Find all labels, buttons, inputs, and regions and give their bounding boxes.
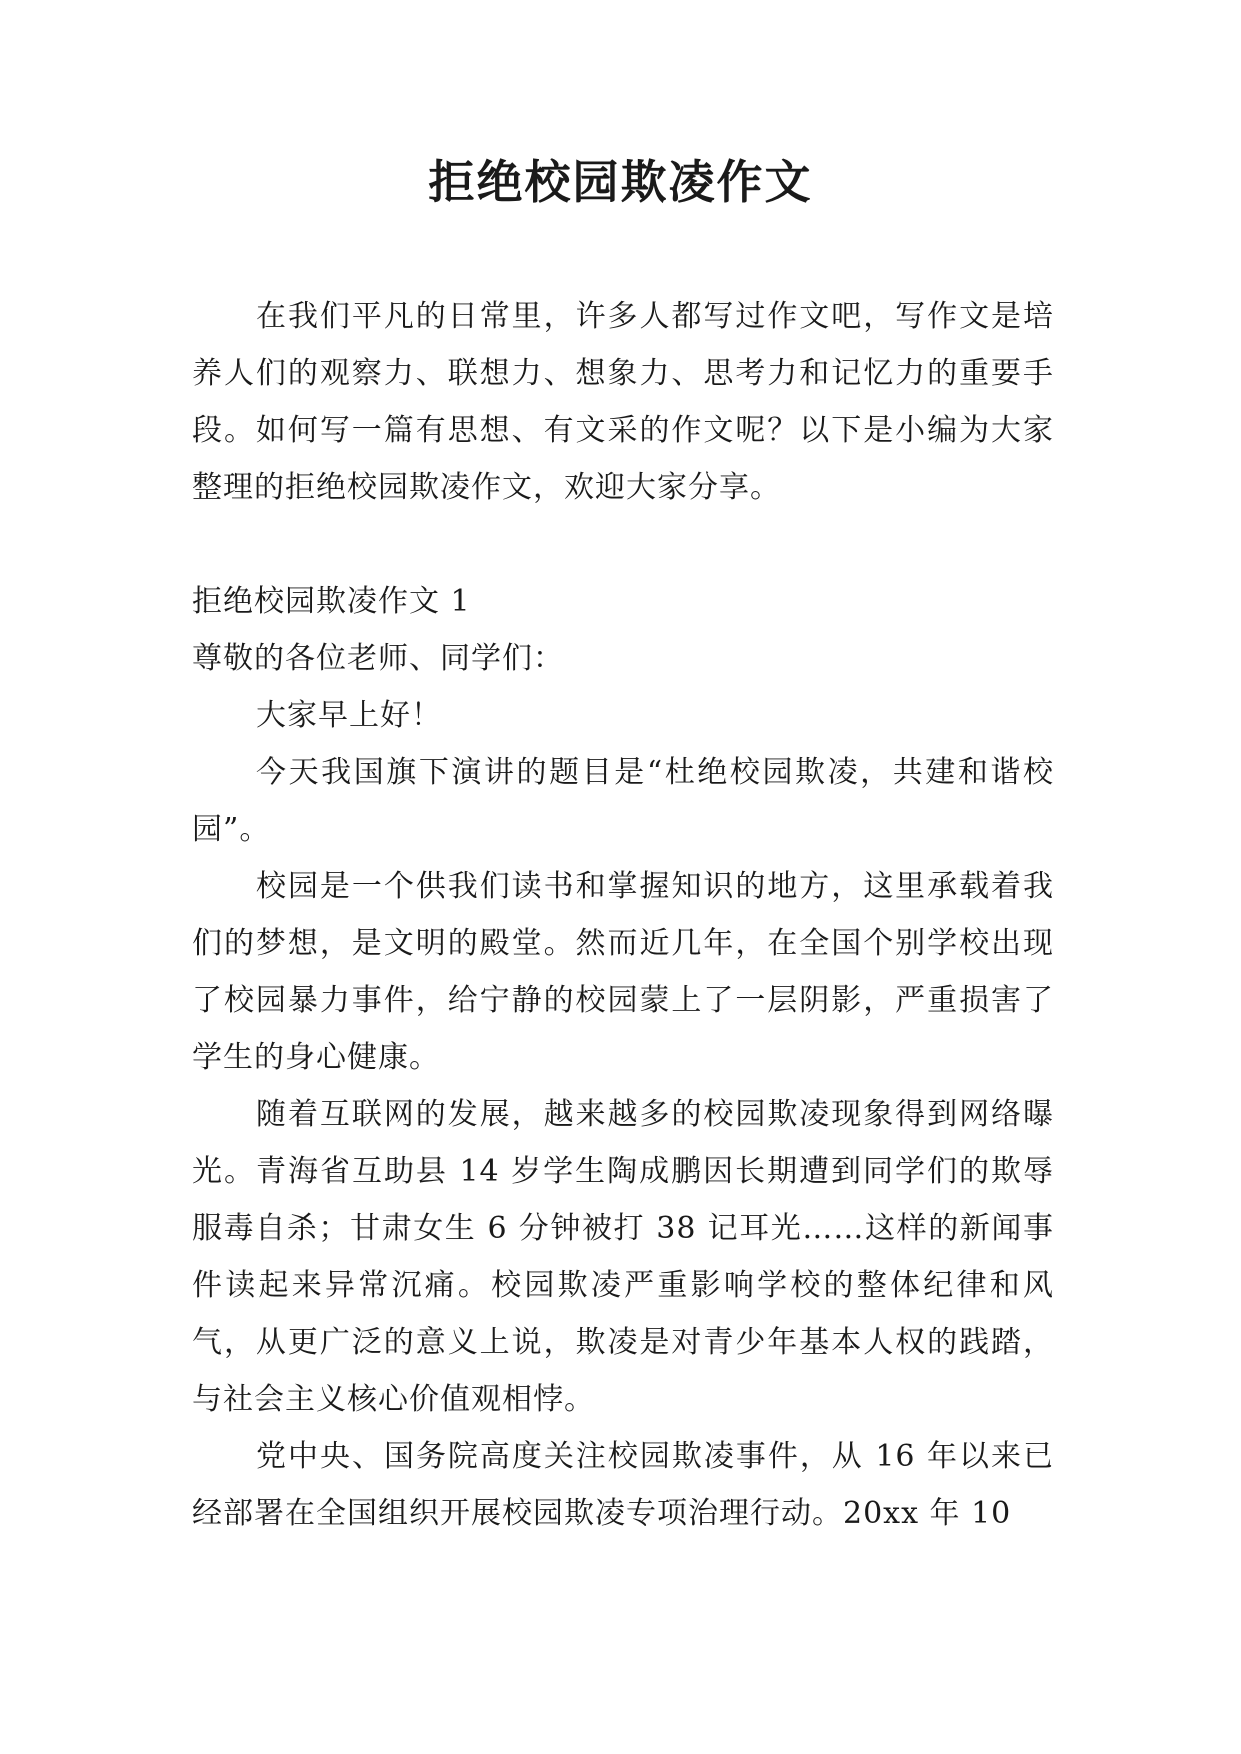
section-heading: 拒绝校园欺凌作文 1 [192,584,471,619]
intro-paragraph: 在我们平凡的日常里，许多人都写过作文吧，写作文是培养人们的观察力、联想力、想象力、思考力和记忆力的重要手段。如何写一篇有思想、有文采的作文呢？以下是小编为大家整理的拒绝校园欺凌作文，欢迎大家分享。 [192,299,1054,505]
paragraph-gap [192,516,1054,573]
body-paragraph-4: 党中央、国务院高度关注校园欺凌事件，从 16 年以来已经部署在全国组织开展校园欺凌专项治理行动。20xx 年 10 [192,1439,1054,1531]
body-paragraph-1: 今天我国旗下演讲的题目是“杜绝校园欺凌，共建和谐校园”。 [192,755,1054,847]
greeting: 大家早上好！ [256,698,442,733]
body-paragraph-2: 校园是一个供我们读书和掌握知识的地方，这里承载着我们的梦想，是文明的殿堂。然而近几年，在全国个别学校出现了校园暴力事件，给宁静的校园蒙上了一层阴影，严重损害了学生的身心健康。 [192,869,1054,1075]
document-body [192,288,1054,1542]
salutation: 尊敬的各位老师、同学们： [192,641,564,676]
document-title: 拒绝校园欺凌作文 [428,155,813,209]
body-paragraph-3: 随着互联网的发展，越来越多的校园欺凌现象得到网络曝光。青海省互助县 14 岁学生陶成鹏因长期遭到同学们的欺辱服毒自杀；甘肃女生 6 分钟被打 38 记耳光……这样的新闻事件读起来异常沉痛。校园欺凌严重影响学校的整体纪律和风气，从更广泛的意义上说，欺凌是对青少年基本人权的践踏，与社会主义核心价值观相悖。 [192,1097,1054,1417]
